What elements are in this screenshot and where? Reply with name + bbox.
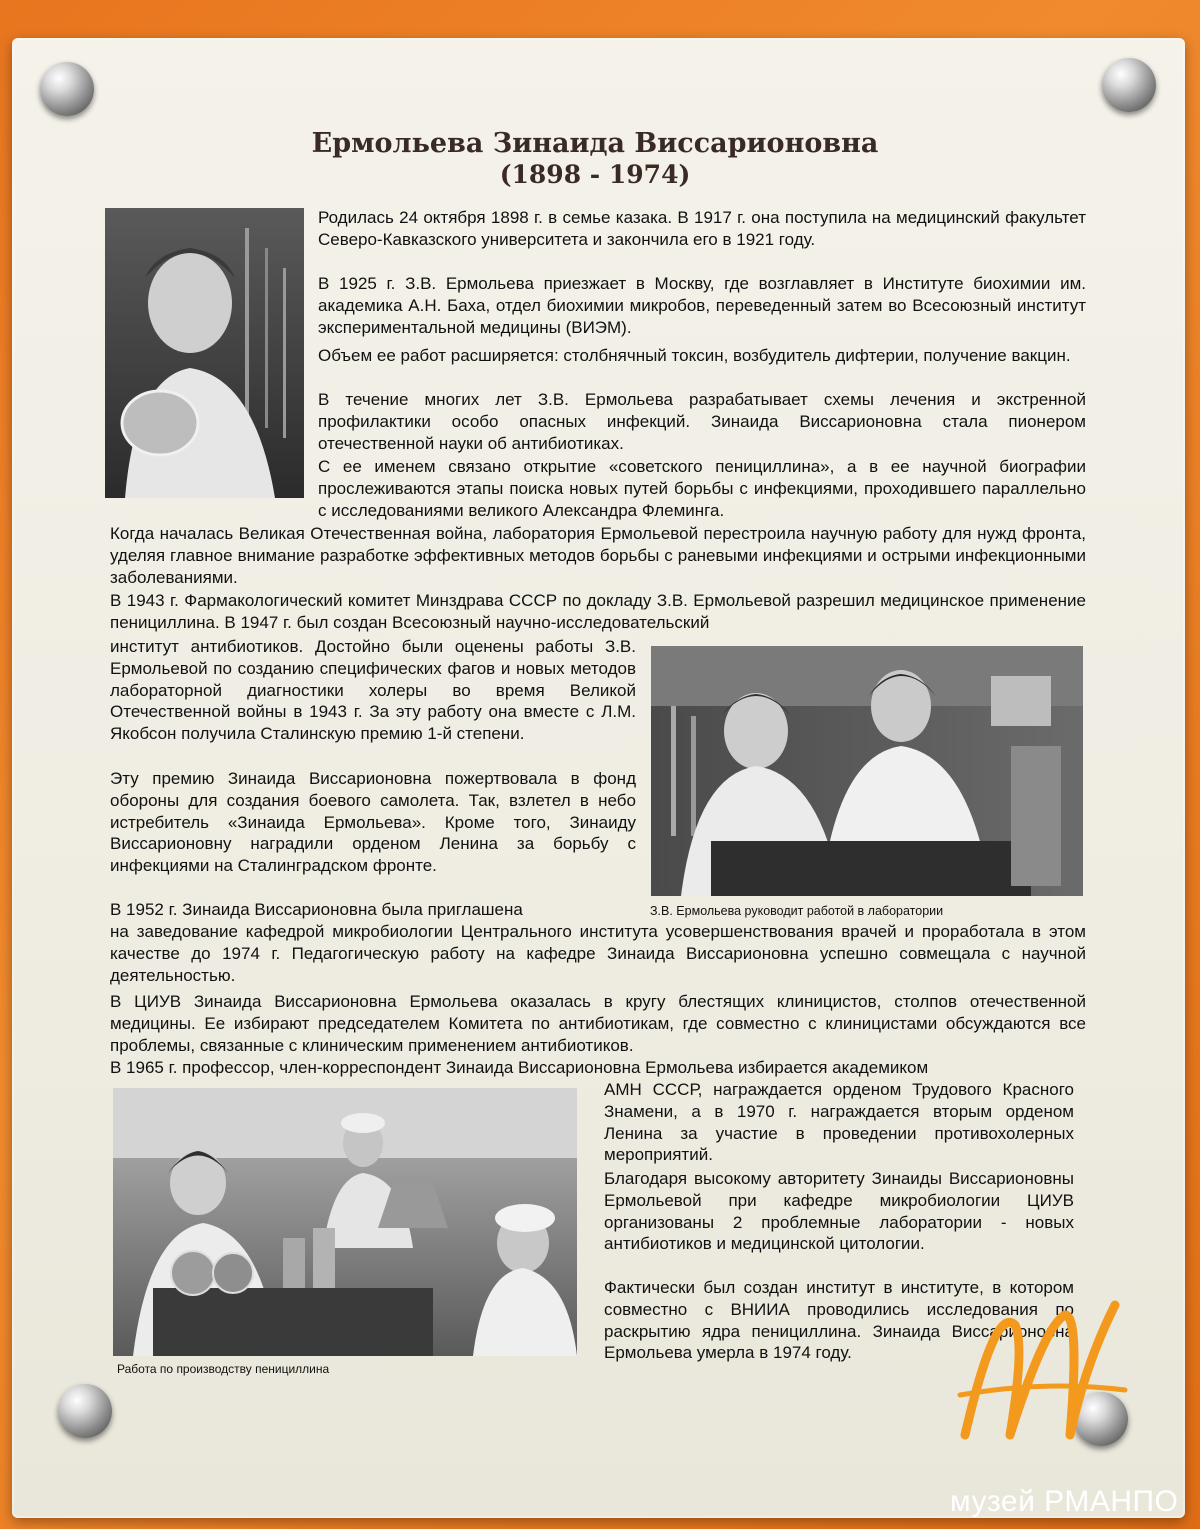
paragraph-ciuv: В ЦИУВ Зинаида Виссарионовна Ермольева оказалась в кругу блестящих клиницистов, столпов отечественной медицины. Ее избирают председателем Комитета по антибиотикам, где совместно с клиницистами обсуждаются все проблемы, связанные с клиническим применением антибиотиков. <box>110 992 1086 1055</box>
screw-top-right <box>1102 58 1156 112</box>
portrait-photo <box>105 208 304 498</box>
page-subtitle-years: (1898 - 1974) <box>499 160 691 189</box>
paragraph-antibiotics-pioneer: В течение многих лет З.В. Ермольева разрабатывает схемы лечения и экстренной профилактики особо опасных инфекций. Зинаида Виссарионовна стала пионером отечественной науки об антибиотиках. <box>318 390 1086 453</box>
paragraph-birth: Родилась 24 октября 1898 г. в семье казака. В 1917 г. она поступила на медицинский факультет Северо-Кавказского университета и закончила его в 1921 году. <box>318 208 1086 249</box>
paragraph-1965-intro: В 1965 г. профессор, член-корреспондент Зинаида Виссарионовна Ермольева избирается академиком <box>110 1058 929 1077</box>
lab-photo-caption: З.В. Ермольева руководит работой в лаборатории <box>650 904 944 918</box>
paragraph-moscow: В 1925 г. З.В. Ермольева приезжает в Москву, где возглавляет в Институте биохимии им. академика А.Н. Баха, отдел биохимии микробов, переведенный затем во Всесоюзный институт экспериментальной медицины (ВИЭМ). <box>318 274 1086 337</box>
page-title: Ермольева Зинаида Виссарионовна <box>311 128 879 159</box>
paragraph-fighter-plane: Эту премию Зинаида Виссарионовна пожертвовала в фонд обороны для создания боевого самолета. Так, взлетел в небо истребитель «Зинаида Ермольева». Кроме того, Зинаиду Виссарионовну наградили орденом Ленина за борьбу с инфекциями на Сталинградском фронте. <box>110 769 636 876</box>
penicillin-production-photo <box>113 1088 577 1356</box>
paragraph-1952-intro: В 1952 г. Зинаида Виссарионовна была приглашена <box>110 900 523 919</box>
paragraph-war: Когда началась Великая Отечественная война, лаборатория Ермольевой перестроила научную работу для нужд фронта, уделяя главное внимание разработке эффективных методов борьбы с раневыми инфекциями и острыми инфекционными заболеваниями. <box>110 524 1086 587</box>
paragraph-amn-award: АМН СССР, награждается орденом Трудового Красного Знамени, а в 1970 г. награждается вторым орденом Ленина за участие в проведении противохолерных мероприятий. <box>604 1080 1074 1165</box>
paragraph-1943: В 1943 г. Фармакологический комитет Минздрава СССР по докладу З.В. Ермольевой разрешил медицинское применение пенициллина. В 1947 г. был создан Всесоюзный научно-исследовательский <box>110 591 1086 632</box>
paragraph-scope: Объем ее работ расширяется: столбнячный токсин, возбудитель дифтерии, получение вакцин. <box>318 346 1071 365</box>
lab-photo <box>651 646 1083 896</box>
museum-logo-m <box>955 1285 1135 1455</box>
paragraph-penicillin: С ее именем связано открытие «советского пенициллина», а в ее научной биографии прослеживаются этапы поиска новых путей борьбы с инфекциями, проходившего параллельно с исследованиями великого Александра Флеминга. <box>318 457 1086 520</box>
paragraph-laboratories: Благодаря высокому авторитету Зинаиды Виссарионовны Ермольевой при кафедре микробиологии ЦИУВ организованы 2 проблемные лаборатории - новых антибиотиков и медицинской цитологии. <box>604 1169 1074 1254</box>
screw-bottom-left <box>58 1384 112 1438</box>
museum-watermark-text: музей РМАНПО <box>950 1485 1179 1518</box>
penicillin-photo-caption: Работа по производству пенициллина <box>117 1362 330 1376</box>
paragraph-1952-department: на заведование кафедрой микробиологии Центрального института усовершенствования врачей и проработала в этом качестве до 1974 г. Педагогическую работу на кафедре Зинаида Виссарионовна успешно совмещала с научной деятельностью. <box>110 922 1086 985</box>
paragraph-institute-in-institute: Фактически был создан институт в институте, в котором совместно с ВНИИА проводились исследования по раскрытию ядра пенициллина. Зинаида Виссарионовна Ермольева умерла в 1974 году. <box>604 1278 1074 1363</box>
paragraph-antibiotics-institute: институт антибиотиков. Достойно были оценены работы З.В. Ермольевой по созданию специфических фагов и новых методов лабораторной диагностики холеры во время Великой Отечественной войны в 1943 г. За эту работу она вместе с Л.М. Якобсон получила Сталинскую премию 1-й степени. <box>110 637 636 744</box>
screw-top-left <box>40 62 94 116</box>
